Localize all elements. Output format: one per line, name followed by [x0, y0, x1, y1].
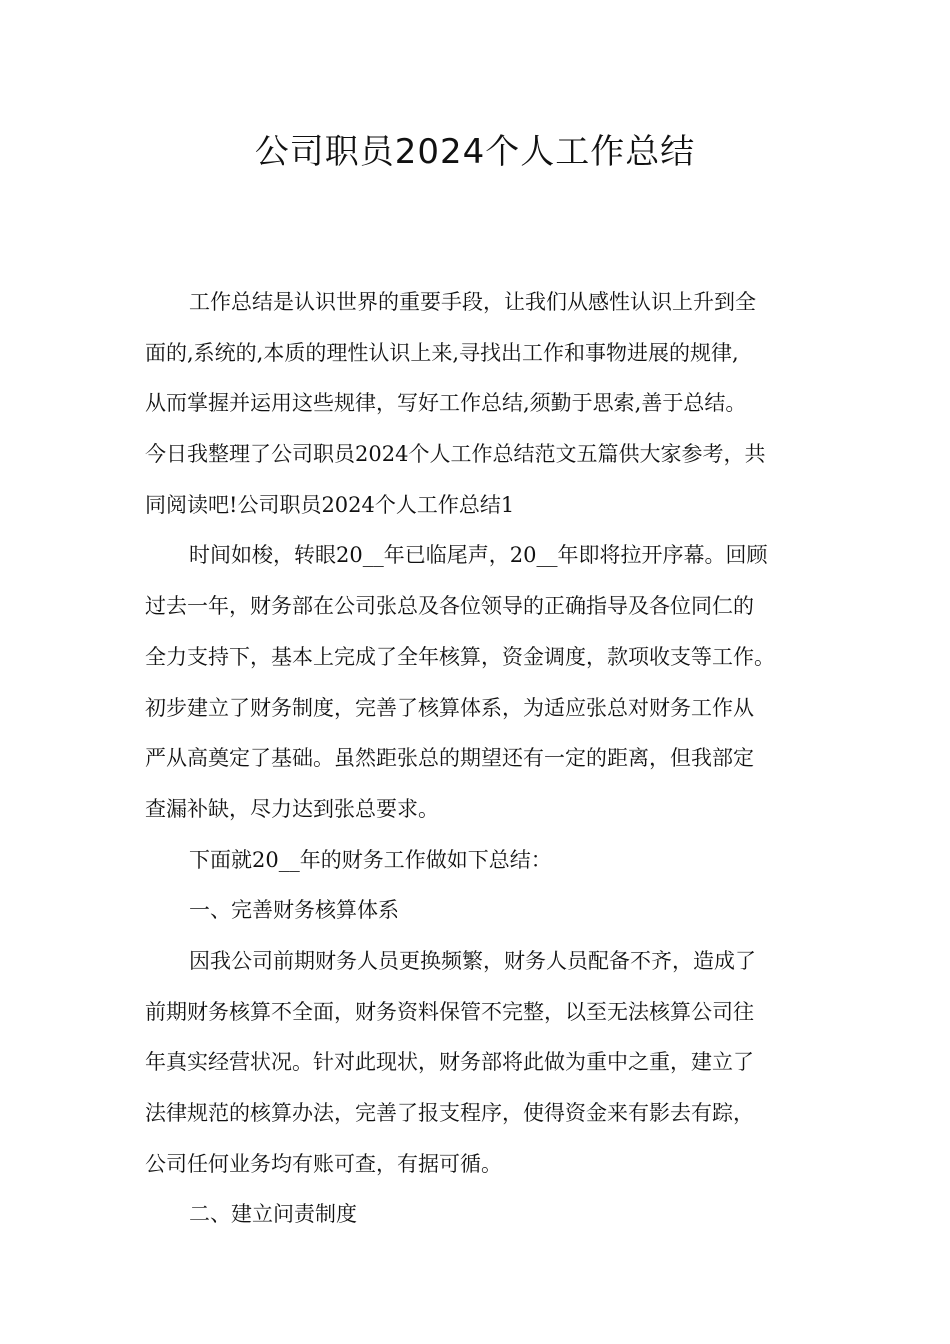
paragraph-line: 公司任何业务均有账可查，有据可循。 [145, 1151, 502, 1176]
section-heading: 二、建立问责制度 [189, 1202, 357, 1227]
section-heading: 一、完善财务核算体系 [189, 898, 399, 923]
document-body [145, 285, 813, 1248]
paragraph-line: 因我公司前期财务人员更换频繁，财务人员配备不齐，造成了 [189, 948, 756, 973]
paragraph-line: 法律规范的核算办法，完善了报支程序，使得资金来有影去有踪， [145, 1101, 754, 1125]
paragraph-line: 时间如梭，转眼20__年已临尾声，20__年即将拉开序幕。回顾 [189, 543, 768, 568]
paragraph-line: 初步建立了财务制度，完善了核算体系，为适应张总对财务工作从 [145, 695, 754, 720]
paragraph-line: 严从高奠定了基础。虽然距张总的期望还有一定的距离，但我部定 [145, 746, 754, 771]
paragraph-line: 年真实经营状况。针对此现状，财务部将此做为重中之重，建立了 [145, 1050, 754, 1075]
paragraph-line: 前期财务核算不全面，财务资料保管不完整，以至无法核算公司往 [145, 999, 754, 1024]
paragraph-line: 下面就20__年的财务工作做如下总结： [189, 847, 552, 872]
paragraph-line: 工作总结是认识世界的重要手段，让我们从感性认识上升到全 [189, 290, 756, 314]
paragraph-line: 查漏补缺，尽力达到张总要求。 [145, 796, 439, 821]
paragraph-line: 过去一年，财务部在公司张总及各位领导的正确指导及各位同仁的 [145, 594, 754, 619]
document-title: 公司职员2024个人工作总结 [254, 132, 696, 172]
paragraph-line: 全力支持下，基本上完成了全年核算，资金调度，款项收支等工作。 [145, 644, 775, 669]
paragraph-line: 面的,系统的,本质的理性认识上来,寻找出工作和事物进展的规律, [145, 340, 739, 365]
paragraph-line: 今日我整理了公司职员2024个人工作总结范文五篇供大家参考，共 [145, 442, 766, 467]
paragraph-line: 从而掌握并运用这些规律，写好工作总结,须勤于思索,善于总结。 [145, 391, 747, 416]
paragraph-line: 同阅读吧!公司职员2024个人工作总结1 [145, 492, 515, 517]
